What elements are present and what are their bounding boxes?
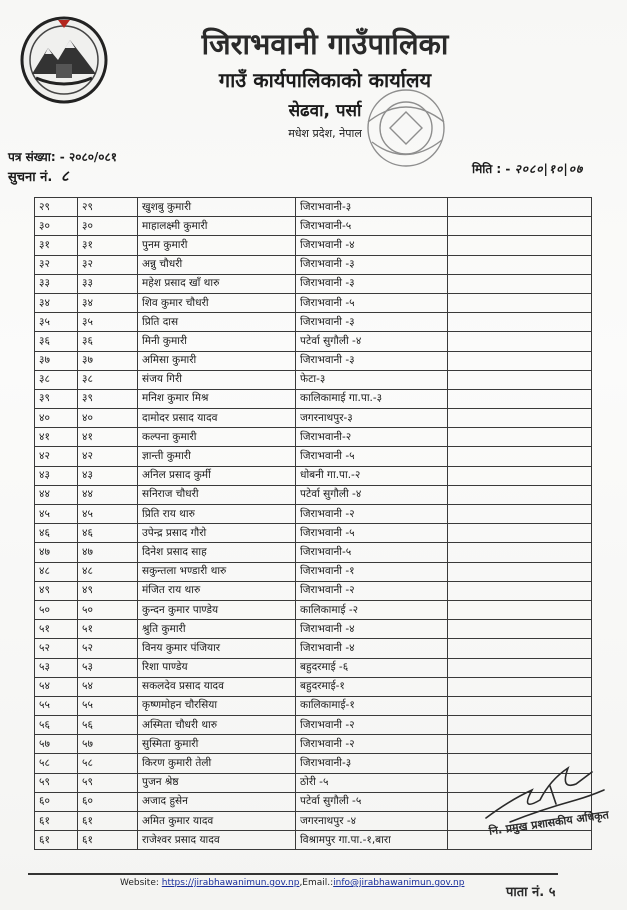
reference-number (8, 148, 117, 165)
address-cell: जिराभवानी-५ (296, 543, 448, 562)
table-row (35, 735, 592, 754)
table-row (35, 562, 592, 581)
serial-number-cell: ५२ (35, 639, 78, 658)
remarks-cell (448, 313, 592, 332)
remarks-cell (448, 524, 592, 543)
roll-number-cell: ४१ (78, 428, 138, 447)
office-name: गाउँ कार्यपालिकाको कार्यालय (218, 68, 432, 92)
roll-number-cell: ३८ (78, 370, 138, 389)
serial-number-cell: ५० (35, 600, 78, 619)
page-value: ५ (548, 885, 556, 900)
roll-number-cell: ५४ (78, 677, 138, 696)
roll-number-cell: ३१ (78, 236, 138, 255)
email-link[interactable]: info@jirabhawanimun.gov.np (333, 878, 465, 888)
roll-number-cell: ३९ (78, 389, 138, 408)
roll-number-cell: ६१ (78, 812, 138, 831)
remarks-cell (448, 428, 592, 447)
candidate-name-cell: रिशा पाण्डेय (138, 658, 296, 677)
roll-number-cell: ४५ (78, 505, 138, 524)
table-row (35, 696, 592, 715)
table-row (35, 581, 592, 600)
remarks-cell (448, 485, 592, 504)
roll-number-cell: ४९ (78, 581, 138, 600)
address-cell: बहुदरमाई-१ (296, 677, 448, 696)
serial-number-cell: ४३ (35, 466, 78, 485)
candidate-name-cell: अनिल प्रसाद कुर्मी (138, 466, 296, 485)
remarks-cell (448, 389, 592, 408)
serial-number-cell: ३७ (35, 351, 78, 370)
candidate-table (34, 197, 591, 850)
roll-number-cell: ५३ (78, 658, 138, 677)
serial-number-cell: ५७ (35, 735, 78, 754)
serial-number-cell: ६१ (35, 831, 78, 850)
table-row (35, 466, 592, 485)
serial-number-cell: ४० (35, 409, 78, 428)
serial-number-cell: ३९ (35, 389, 78, 408)
serial-number-cell: ३६ (35, 332, 78, 351)
serial-number-cell: ३१ (35, 236, 78, 255)
remarks-cell (448, 658, 592, 677)
candidate-name-cell: संजय गिरी (138, 370, 296, 389)
address-cell: जिराभवानी-३ (296, 198, 448, 217)
address-cell: जिराभवानी-५ (296, 217, 448, 236)
nepal-government-emblem-icon (18, 14, 110, 106)
address-cell: फेटा-३ (296, 370, 448, 389)
candidate-table-body (35, 198, 592, 850)
reference-label: पत्र संख्या: - (8, 150, 65, 164)
roll-number-cell: ३२ (78, 255, 138, 274)
office-stamp-icon (348, 82, 460, 174)
table-row (35, 409, 592, 428)
roll-number-cell: ५२ (78, 639, 138, 658)
candidate-name-cell: श्रुति कुमारी (138, 620, 296, 639)
address-cell: विश्रामपुर गा.पा.-१,बारा (296, 831, 448, 850)
website-link[interactable]: https://jirabhawanimun.gov.np (161, 878, 300, 888)
remarks-cell (448, 562, 592, 581)
roll-number-cell: ४० (78, 409, 138, 428)
table-row (35, 639, 592, 658)
table-row (35, 600, 592, 619)
candidate-name-cell: कुन्दन कुमार पाण्डेय (138, 600, 296, 619)
remarks-cell (448, 505, 592, 524)
table-row (35, 620, 592, 639)
email-label: ,Email.: (299, 878, 334, 888)
candidate-name-cell: शिव कुमार चौधरी (138, 293, 296, 312)
candidate-name-cell: खुशबु कुमारी (138, 198, 296, 217)
footer-divider (28, 873, 558, 875)
table-row (35, 313, 592, 332)
date-value: २०८०|१०|०७ (514, 162, 584, 176)
candidate-name-cell: पुनम कुमारी (138, 236, 296, 255)
roll-number-cell: ५५ (78, 696, 138, 715)
remarks-cell (448, 255, 592, 274)
serial-number-cell: ५९ (35, 773, 78, 792)
address-cell: जिराभवानी -५ (296, 447, 448, 466)
serial-number-cell: ६० (35, 792, 78, 811)
table-row (35, 658, 592, 677)
serial-number-cell: ४५ (35, 505, 78, 524)
serial-number-cell: ३३ (35, 274, 78, 293)
address-cell: कालिकामाई-१ (296, 696, 448, 715)
address-cell: जिराभवानी -५ (296, 524, 448, 543)
officer-title: नि. प्रमुख प्रशासकीय अधिकृत (488, 808, 610, 838)
serial-number-cell: ४१ (35, 428, 78, 447)
candidate-name-cell: सकलदेव प्रसाद यादव (138, 677, 296, 696)
date-label: मिति : - (472, 162, 511, 176)
address-cell: जिराभवानी -३ (296, 255, 448, 274)
address-cell: बहुदरमाई -६ (296, 658, 448, 677)
roll-number-cell: ५७ (78, 735, 138, 754)
page-label: पाता नं. (506, 885, 545, 900)
table-row (35, 236, 592, 255)
candidate-name-cell: कृष्णमोहन चौरसिया (138, 696, 296, 715)
roll-number-cell: ३४ (78, 293, 138, 312)
remarks-cell (448, 543, 592, 562)
serial-number-cell: ५३ (35, 658, 78, 677)
candidate-name-cell: ज्ञान्ती कुमारी (138, 447, 296, 466)
remarks-cell (448, 677, 592, 696)
address-cell: कालिकामाई -२ (296, 600, 448, 619)
remarks-cell (448, 332, 592, 351)
candidate-name-cell: अन्नु चौधरी (138, 255, 296, 274)
address-cell: जिराभवानी -२ (296, 581, 448, 600)
candidate-name-cell: महेश प्रसाद खाँ थारु (138, 274, 296, 293)
roll-number-cell: ४८ (78, 562, 138, 581)
address-cell: पटेर्वा सुगौली -४ (296, 332, 448, 351)
address-cell: जिराभवानी -५ (296, 293, 448, 312)
address-cell: जिराभवानी -२ (296, 735, 448, 754)
remarks-cell (448, 696, 592, 715)
serial-number-cell: ३० (35, 217, 78, 236)
candidate-name-cell: सुस्मिता कुमारी (138, 735, 296, 754)
candidate-name-cell: मंजित राय थारु (138, 581, 296, 600)
serial-number-cell: ४७ (35, 543, 78, 562)
serial-number-cell: ५५ (35, 696, 78, 715)
candidate-name-cell: पुजन श्रेष्ठ (138, 773, 296, 792)
address-cell: जिराभवानी -३ (296, 274, 448, 293)
address-cell: जिराभवानी -४ (296, 236, 448, 255)
address-cell: जिराभवानी -३ (296, 351, 448, 370)
table-row (35, 274, 592, 293)
address-cell: ठोरी -५ (296, 773, 448, 792)
table-row (35, 447, 592, 466)
candidate-name-cell: अमित कुमार यादव (138, 812, 296, 831)
remarks-cell (448, 409, 592, 428)
serial-number-cell: ३२ (35, 255, 78, 274)
candidate-name-cell: अजाद हुसेन (138, 792, 296, 811)
roll-number-cell: ४६ (78, 524, 138, 543)
candidate-name-cell: मिनी कुमारी (138, 332, 296, 351)
candidate-name-cell: दिनेश प्रसाद साह (138, 543, 296, 562)
notice-number (8, 166, 69, 186)
table-row (35, 389, 592, 408)
table-row (35, 677, 592, 696)
candidate-name-cell: प्रिति दास (138, 313, 296, 332)
serial-number-cell: २९ (35, 198, 78, 217)
address-cell: जिराभवानी -१ (296, 562, 448, 581)
remarks-cell (448, 600, 592, 619)
roll-number-cell: ५१ (78, 620, 138, 639)
roll-number-cell: ६० (78, 792, 138, 811)
serial-number-cell: ५६ (35, 716, 78, 735)
candidate-name-cell: उपेन्द्र प्रसाद गौरो (138, 524, 296, 543)
table-row (35, 524, 592, 543)
candidate-name-cell: अमिसा कुमारी (138, 351, 296, 370)
roll-number-cell: ५८ (78, 754, 138, 773)
table-row (35, 370, 592, 389)
address-cell: जिराभवानी -४ (296, 620, 448, 639)
serial-number-cell: ४६ (35, 524, 78, 543)
table-row (35, 198, 592, 217)
remarks-cell (448, 217, 592, 236)
remarks-cell (448, 447, 592, 466)
address-cell: जिराभवानी-२ (296, 428, 448, 447)
website-label: Website: (120, 878, 162, 888)
candidate-name-cell: प्रिति राय थारु (138, 505, 296, 524)
serial-number-cell: ५८ (35, 754, 78, 773)
address-cell: धोबनी गा.पा.-२ (296, 466, 448, 485)
reference-value: २०८०/०८१ (68, 150, 118, 164)
page-number (506, 882, 556, 900)
remarks-cell (448, 351, 592, 370)
address-cell: जगरनाथपुर-३ (296, 409, 448, 428)
roll-number-cell: ३५ (78, 313, 138, 332)
candidate-name-cell: कल्पना कुमारी (138, 428, 296, 447)
table-row (35, 255, 592, 274)
roll-number-cell: ३६ (78, 332, 138, 351)
roll-number-cell: ३३ (78, 274, 138, 293)
candidate-name-cell: मनिश कुमार मिश्र (138, 389, 296, 408)
roll-number-cell: ४७ (78, 543, 138, 562)
roll-number-cell: ४२ (78, 447, 138, 466)
remarks-cell (448, 370, 592, 389)
candidate-name-cell: विनय कुमार पंजियार (138, 639, 296, 658)
serial-number-cell: ६१ (35, 812, 78, 831)
address-cell: जिराभवानी -३ (296, 313, 448, 332)
remarks-cell (448, 581, 592, 600)
serial-number-cell: ३५ (35, 313, 78, 332)
candidate-name-cell: किरण कुमारी तेली (138, 754, 296, 773)
office-location: सेढवा, पर्सा (288, 101, 362, 121)
notice-value: ८ (60, 167, 69, 185)
candidate-name-cell: माहालक्ष्मी कुमारी (138, 217, 296, 236)
address-cell: कालिकामाई गा.पा.-३ (296, 389, 448, 408)
remarks-cell (448, 293, 592, 312)
address-cell: जिराभवानी -४ (296, 639, 448, 658)
serial-number-cell: ५४ (35, 677, 78, 696)
table-row (35, 505, 592, 524)
remarks-cell (448, 466, 592, 485)
table-row (35, 543, 592, 562)
candidate-name-cell: दामोदर प्रसाद यादव (138, 409, 296, 428)
serial-number-cell: ४९ (35, 581, 78, 600)
roll-number-cell: ३० (78, 217, 138, 236)
table-row (35, 217, 592, 236)
remarks-cell (448, 735, 592, 754)
remarks-cell (448, 639, 592, 658)
table-row (35, 293, 592, 312)
roll-number-cell: ३७ (78, 351, 138, 370)
serial-number-cell: ४४ (35, 485, 78, 504)
roll-number-cell: ५० (78, 600, 138, 619)
remarks-cell (448, 274, 592, 293)
table-row (35, 351, 592, 370)
notice-label: सुचना नं. (8, 170, 53, 185)
table-row (35, 332, 592, 351)
candidate-name-cell: अस्मिता चौधरी थारु (138, 716, 296, 735)
province-line: मधेश प्रदेश, नेपाल (288, 127, 362, 140)
candidate-name-cell: सनिराज चौधरी (138, 485, 296, 504)
roll-number-cell: ५९ (78, 773, 138, 792)
remarks-cell (448, 198, 592, 217)
serial-number-cell: ५१ (35, 620, 78, 639)
remarks-cell (448, 620, 592, 639)
roll-number-cell: ५६ (78, 716, 138, 735)
footer-contact (120, 878, 500, 888)
serial-number-cell: ४२ (35, 447, 78, 466)
serial-number-cell: ४८ (35, 562, 78, 581)
table-row (35, 485, 592, 504)
candidate-name-cell: राजेश्वर प्रसाद यादव (138, 831, 296, 850)
candidate-name-cell: सकुन्तला भण्डारी थारु (138, 562, 296, 581)
address-cell: जिराभवानी -२ (296, 716, 448, 735)
address-cell: जिराभवानी -२ (296, 505, 448, 524)
roll-number-cell: २९ (78, 198, 138, 217)
remarks-cell (448, 716, 592, 735)
roll-number-cell: ४३ (78, 466, 138, 485)
serial-number-cell: ३४ (35, 293, 78, 312)
address-cell: पटेर्वा सुगौली -४ (296, 485, 448, 504)
address-cell: जगरनाथपुर -४ (296, 812, 448, 831)
address-cell: जिराभवानी-३ (296, 754, 448, 773)
document-date (472, 160, 583, 177)
table-row (35, 716, 592, 735)
municipality-title: जिराभवानी गाउँपालिका (201, 27, 449, 61)
roll-number-cell: ६१ (78, 831, 138, 850)
remarks-cell (448, 236, 592, 255)
serial-number-cell: ३८ (35, 370, 78, 389)
table-row (35, 428, 592, 447)
roll-number-cell: ४४ (78, 485, 138, 504)
address-cell: पटेर्वा सुगौली -५ (296, 792, 448, 811)
